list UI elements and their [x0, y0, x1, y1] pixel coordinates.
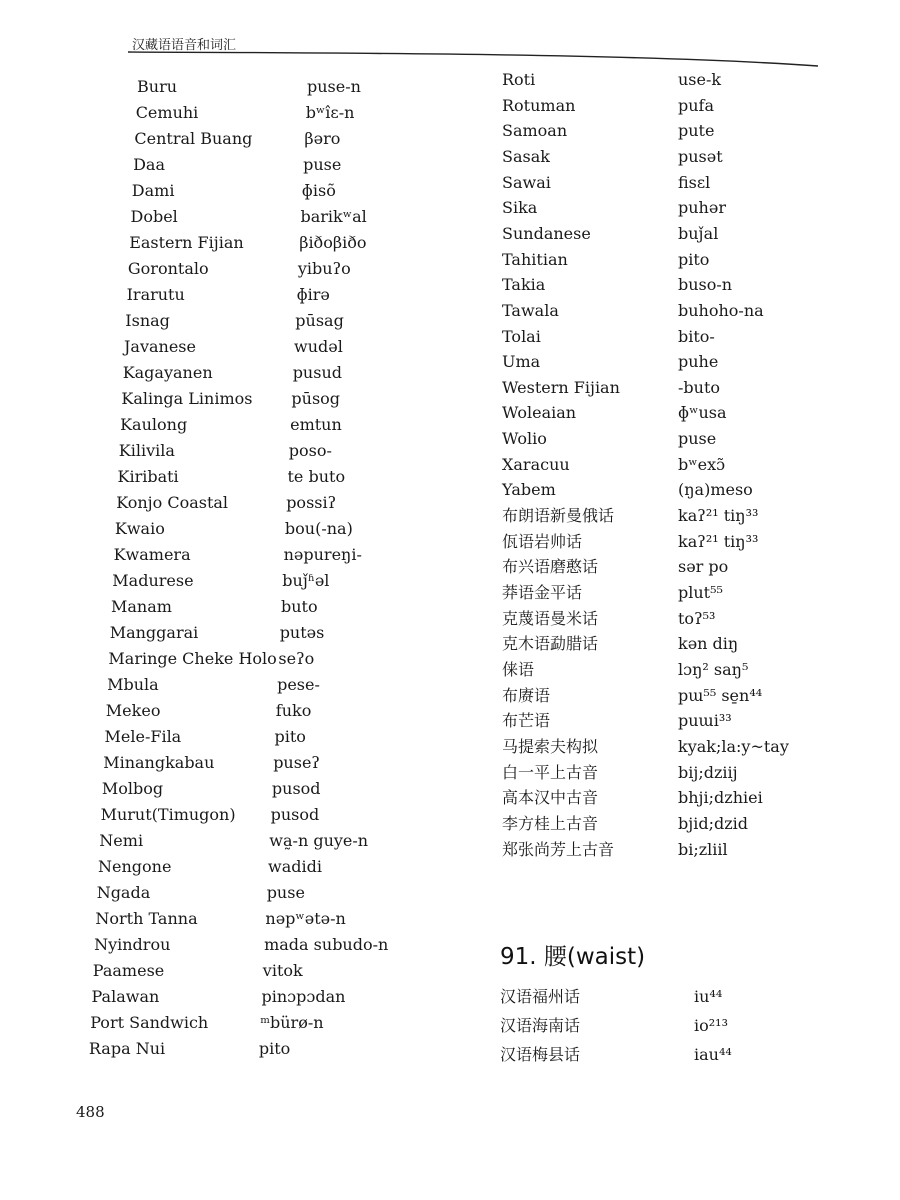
- language-name: 汉语福州话: [500, 987, 581, 1006]
- word-form: puse-n: [307, 77, 361, 96]
- word-form: puseʔ: [273, 753, 320, 772]
- word-form: kən diŋ: [678, 634, 739, 654]
- word-form: pese-: [277, 675, 320, 694]
- word-form: puɯi³³: [678, 711, 732, 731]
- word-form: fisɛl: [678, 172, 711, 192]
- word-form: βiðoβiðo: [299, 233, 367, 252]
- language-name: Kaulong: [120, 415, 188, 434]
- word-form: poso-: [288, 441, 332, 460]
- language-name: Mbula: [107, 675, 159, 694]
- language-name: Palawan: [91, 987, 160, 1006]
- language-name: Kwaio: [114, 519, 165, 538]
- word-form: putəs: [279, 623, 325, 642]
- language-name: Maringe Cheke Holo: [108, 649, 277, 668]
- word-form: puse: [678, 429, 717, 449]
- word-form: ɸirə: [296, 285, 330, 304]
- word-form: pusod: [270, 805, 320, 824]
- word-form: pɯ⁵⁵ se̱n⁴⁴: [678, 685, 763, 705]
- word-form: pūsog: [291, 389, 341, 408]
- word-form: pusət: [678, 146, 723, 166]
- word-form: io²¹³: [694, 1016, 728, 1035]
- word-form: barikʷal: [300, 207, 367, 226]
- word-form: lɔŋ² saŋ⁵: [678, 659, 749, 679]
- language-name: Woleaian: [502, 403, 577, 423]
- language-name: Molbog: [101, 779, 164, 798]
- word-form: ᵐbürø-n: [260, 1013, 324, 1032]
- word-form: puhe: [678, 352, 719, 372]
- language-name: Takia: [502, 275, 546, 295]
- word-form: plut⁵⁵: [678, 583, 723, 602]
- word-form: pito: [678, 249, 710, 269]
- language-name: Ngada: [96, 883, 151, 902]
- language-name: Daa: [133, 155, 165, 174]
- word-form: pūsag: [295, 311, 344, 330]
- word-form: puse: [266, 883, 305, 902]
- word-form: pito: [274, 727, 306, 746]
- word-form: wa̰-n guye-n: [269, 831, 369, 850]
- language-name: Western Fijian: [502, 377, 620, 397]
- language-name: 汉语梅县话: [500, 1045, 581, 1064]
- word-form: emtun: [290, 415, 342, 434]
- word-form: iu⁴⁴: [694, 987, 723, 1006]
- language-name: Port Sandwich: [90, 1013, 209, 1032]
- language-name: Minangkabau: [103, 753, 215, 772]
- language-name: Tolai: [502, 326, 541, 346]
- language-name: Dami: [131, 181, 175, 200]
- word-form: (ŋa)meso: [678, 480, 753, 500]
- word-form: βəro: [304, 129, 341, 148]
- language-name: Nemi: [99, 831, 144, 850]
- word-form: iau⁴⁴: [694, 1045, 732, 1064]
- word-form: pito: [258, 1039, 291, 1058]
- language-name: Central Buang: [134, 129, 253, 148]
- language-name: Gorontalo: [127, 259, 209, 278]
- page-number: 488: [76, 1103, 105, 1121]
- language-name: 克木语勐腊话: [502, 634, 599, 654]
- word-form: bou(-na): [284, 519, 353, 538]
- word-form: puse: [303, 155, 342, 174]
- language-name: Roti: [502, 70, 536, 89]
- language-name: 汉语海南话: [500, 1016, 581, 1035]
- language-name: Tahitian: [502, 249, 568, 269]
- word-form: bʷîɛ-n: [305, 103, 355, 122]
- word-form: seʔo: [278, 649, 315, 668]
- word-form: sər po: [678, 557, 729, 577]
- language-name: Rotuman: [502, 95, 576, 115]
- language-name: 白一平上古音: [502, 762, 599, 782]
- language-name: Xaracuu: [502, 454, 570, 474]
- language-name: 布兴语磨憨话: [502, 557, 599, 577]
- word-form: buto: [281, 597, 318, 616]
- language-name: North Tanna: [95, 909, 198, 928]
- word-form: bʷexɔ̃: [678, 454, 726, 474]
- word-form: pute: [678, 121, 715, 141]
- language-name: 莽语金平话: [502, 583, 583, 602]
- word-form: wudəl: [294, 337, 343, 356]
- language-name: Murut(Timugon): [100, 805, 236, 824]
- language-name: Kagayanen: [122, 363, 213, 382]
- language-name: Madurese: [112, 571, 194, 590]
- language-name: Irarutu: [126, 285, 185, 304]
- word-form: bi;zliil: [678, 839, 728, 859]
- language-name: 佤语岩帅话: [502, 531, 583, 551]
- language-name: Tawala: [502, 300, 559, 320]
- language-name: Sasak: [502, 146, 550, 166]
- language-name: Sundanese: [502, 223, 591, 243]
- word-form: yibuʔo: [297, 259, 351, 278]
- language-name: Mele-Fila: [104, 727, 182, 746]
- language-name: 俫语: [502, 659, 535, 679]
- language-name: 布芒语: [502, 711, 551, 731]
- language-name: Mekeo: [105, 701, 161, 720]
- language-name: Nengone: [98, 857, 172, 876]
- language-name: Samoan: [502, 121, 568, 141]
- language-name: Javanese: [124, 337, 196, 356]
- language-name: Konjo Coastal: [116, 493, 229, 512]
- language-name: 克蔑语曼米话: [502, 608, 599, 628]
- language-name: 布赓语: [502, 685, 551, 705]
- language-name: Paamese: [92, 961, 165, 980]
- word-form: nəpureŋi-: [283, 545, 362, 564]
- language-name: Kiribati: [117, 467, 179, 486]
- word-form: buǰʱəl: [282, 571, 330, 590]
- language-name: Kwamera: [113, 545, 191, 564]
- language-name: 郑张尚芳上古音: [502, 839, 615, 859]
- language-name: Manam: [111, 597, 172, 616]
- language-name: Yabem: [502, 480, 556, 500]
- language-name: Buru: [137, 77, 178, 96]
- word-form: ɸisõ: [301, 181, 336, 200]
- language-name: Wolio: [502, 429, 547, 449]
- word-form: ɸʷusa: [678, 403, 727, 423]
- word-form: bito-: [678, 326, 715, 346]
- language-name: Rapa Nui: [88, 1039, 166, 1058]
- section-heading: 91. 腰(waist): [500, 944, 646, 970]
- word-form: vitok: [262, 961, 303, 980]
- word-form: pinɔpɔdan: [261, 987, 346, 1006]
- language-name: Uma: [502, 352, 541, 372]
- language-name: Kalinga Linimos: [121, 389, 253, 408]
- word-form: buso-n: [678, 275, 733, 295]
- word-form: nəpʷətə-n: [265, 909, 346, 928]
- word-form: kyak;la:y~tay: [678, 736, 789, 756]
- language-name: Sawai: [502, 172, 551, 192]
- word-form: puhər: [678, 198, 726, 218]
- language-name: 马提索夫构拟: [502, 736, 599, 756]
- word-form: toʔ⁵³: [678, 608, 716, 628]
- word-form: bij;dziij: [678, 762, 738, 782]
- word-form: bhji;dzhiei: [678, 788, 763, 808]
- language-name: Sika: [502, 198, 538, 218]
- word-form: te buto: [287, 467, 346, 486]
- word-form: buǰal: [678, 223, 719, 243]
- word-form: wadidi: [268, 857, 322, 876]
- word-form: mada subudo-n: [264, 935, 389, 954]
- language-name: Eastern Fijian: [129, 233, 244, 252]
- word-form: use-k: [678, 70, 722, 89]
- language-name: Manggarai: [109, 623, 199, 642]
- language-name: Cemuhi: [135, 103, 199, 122]
- word-form: kaʔ²¹ tiŋ³³: [678, 506, 759, 526]
- language-name: 李方桂上古音: [502, 813, 599, 833]
- language-name: 高本汉中古音: [502, 788, 599, 808]
- language-name: Dobel: [130, 207, 178, 226]
- language-name: Nyindrou: [94, 935, 171, 954]
- word-form: fuko: [275, 701, 312, 720]
- running-head: 汉藏语语音和词汇: [132, 38, 237, 53]
- language-name: 布朗语新曼俄话: [502, 506, 615, 526]
- word-form: -buto: [678, 377, 721, 397]
- word-form: buhoho-na: [678, 300, 764, 320]
- language-name: Kilivila: [118, 441, 175, 460]
- language-name: Isnag: [125, 311, 170, 330]
- word-form: pufa: [678, 95, 715, 115]
- word-form: kaʔ²¹ tiŋ³³: [678, 531, 759, 551]
- word-form: bjid;dzid: [678, 813, 748, 833]
- word-form: pusod: [271, 779, 321, 798]
- word-form: pusud: [292, 363, 342, 382]
- word-form: possiʔ: [286, 493, 337, 512]
